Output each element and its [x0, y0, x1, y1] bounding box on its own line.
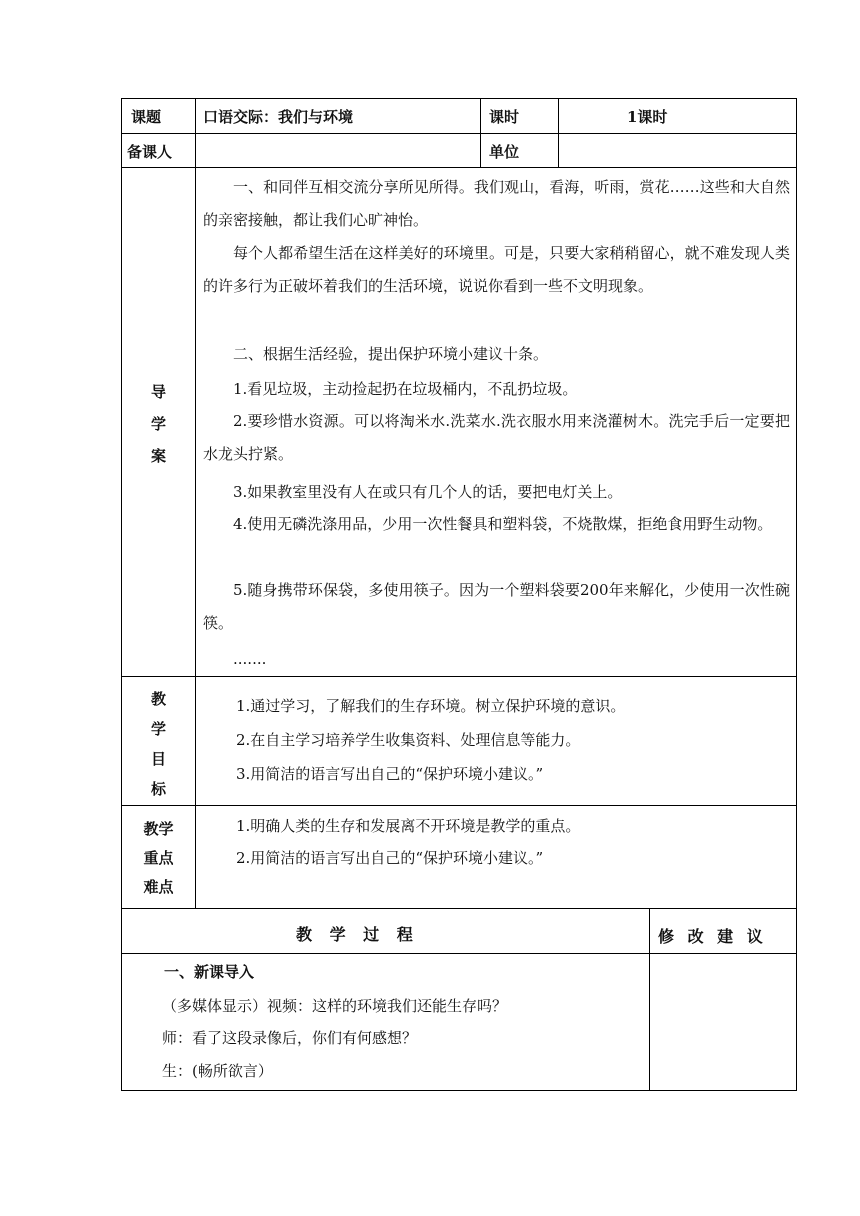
keypoint-item: 2.用简洁的语言写出自己的“保护环境小建议。” [236, 849, 544, 867]
guide-label [122, 376, 195, 472]
goals-label-char: 教 [150, 690, 166, 708]
keypoints-label-line: 重点 [143, 849, 174, 867]
revise-title: 修 改 建 议 [658, 927, 767, 946]
rule-row6 [121, 953, 797, 954]
rule-row2 [121, 167, 797, 168]
rule-bottom [121, 1090, 797, 1091]
rule-mid-col2 [558, 98, 559, 167]
goals-label-char: 学 [150, 720, 166, 738]
goal-item: 1.通过学习，了解我们的生存环境。树立保护环境的意识。 [236, 697, 626, 715]
subject-label: 课题 [131, 108, 162, 126]
rule-row4 [121, 805, 797, 806]
goals-label-char: 目 [150, 750, 166, 768]
goals-label-char: 标 [150, 780, 166, 798]
keypoints-label-line: 教学 [143, 820, 174, 838]
rule-label-col [195, 98, 196, 908]
guide-paragraph: 2.要珍惜水资源。可以将淘米水.洗菜水.洗衣服水用来浇灌树木。洗完手后一定要把水龙头拧紧。 [203, 412, 790, 463]
period-label: 课时 [489, 108, 520, 126]
subject-value: 口语交际：我们与环境 [203, 108, 354, 126]
keypoints-label-line: 难点 [143, 878, 174, 896]
guide-label-char: 学 [150, 415, 166, 433]
preparer-label: 备课人 [127, 143, 173, 161]
guide-label-char: 案 [150, 447, 166, 465]
rule-process-col [649, 908, 650, 1090]
process-line: 生：(畅所欲言） [162, 1062, 273, 1080]
guide-paragraph: 二、根据生活经验，提出保护环境小建议十条。 [233, 345, 549, 363]
period-value: 1课时 [627, 108, 668, 126]
section-heading: 一、新课导入 [164, 963, 255, 981]
rule-row1 [121, 133, 797, 134]
guide-paragraph: ....... [233, 650, 267, 668]
goals-label [122, 684, 195, 804]
goal-item: 2.在自主学习培养学生收集资料、处理信息等能力。 [236, 731, 581, 749]
rule-top [121, 98, 797, 99]
guide-paragraph: 1.看见垃圾，主动捡起扔在垃圾桶内，不乱扔垃圾。 [233, 380, 578, 398]
guide-label-char: 导 [150, 383, 166, 401]
keypoint-item: 1.明确人类的生存和发展离不开环境是教学的重点。 [236, 817, 581, 835]
keypoints-label [122, 815, 195, 902]
process-line: 师：看了这段录像后，你们有何感想？ [162, 1029, 418, 1047]
rule-left [121, 98, 122, 1091]
unit-label: 单位 [489, 143, 520, 161]
guide-paragraph: 4.使用无磷洗涤用品，少用一次性餐具和塑料袋，不烧散煤，拒绝食用野生动物。 [233, 515, 773, 533]
process-line: （多媒体显示）视频：这样的环境我们还能生存吗？ [162, 997, 508, 1015]
rule-row3 [121, 676, 797, 677]
process-title: 教 学 过 程 [296, 925, 419, 944]
guide-paragraph: 一、和同伴互相交流分享所见所得。我们观山，看海，听雨，赏花……这些和大自然的亲密接触，都让我们心旷神怡。 [203, 178, 790, 229]
guide-paragraph: 3.如果教室里没有人在或只有几个人的话，要把电灯关上。 [233, 483, 623, 501]
guide-paragraph: 5.随身携带环保袋，多使用筷子。因为一个塑料袋要200年来解化，少使用一次性碗筷。 [203, 581, 790, 632]
rule-right [796, 98, 797, 1091]
guide-paragraph: 每个人都希望生活在这样美好的环境里。可是，只要大家稍稍留心，就不难发现人类的许多行为正破坏着我们的生活环境，说说你看到一些不文明现象。 [203, 244, 790, 295]
rule-mid-col [480, 98, 481, 167]
goal-item: 3.用简洁的语言写出自己的“保护环境小建议。” [236, 765, 544, 783]
rule-row5 [121, 908, 797, 909]
